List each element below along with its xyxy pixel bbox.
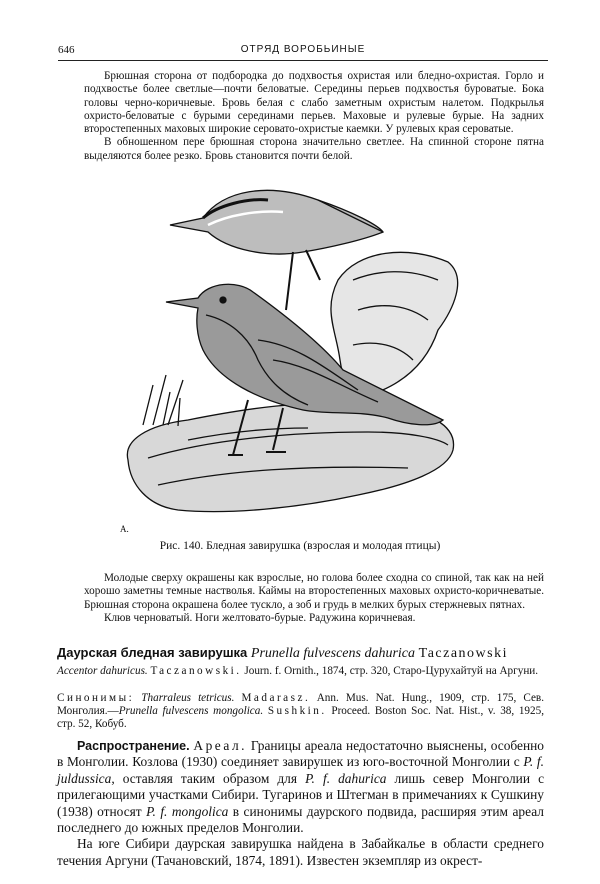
juvenile-description — [84, 572, 544, 625]
taxon-name: P. f. mongolica — [146, 803, 229, 819]
synonym-reference: Ann. Mus. Nat. Hung., 1909, стр. 175, Сев. Монголия.— — [57, 692, 545, 717]
bird-illustration — [108, 170, 493, 538]
paragraph: На юге Сибири даурская завирушка найдена в Забайкалье в области среднего течения Аргуни (Тачановский, 1874, 1891). Известен экземпляр из окрест- — [57, 836, 544, 868]
synonym-reference: Journ. f. Ornith., 1874, стр. 320, Старо-Цурухайтуй на Аргуни. — [244, 665, 539, 677]
birds-on-rock-drawing — [108, 170, 493, 538]
taxon-name: P. f. dahurica — [305, 770, 387, 786]
text-run: Границы ареала недостаточно выяснены, особенно в Монголии. Козлова (1930) соединяет завирушек из юго-восточной Монголии с — [57, 738, 544, 770]
synonyms-label: Синонимы: — [57, 692, 135, 704]
synonym-author: Madarasz. — [241, 692, 311, 704]
species-author: Taczanowski — [418, 646, 509, 661]
paragraph: Клюв черноватый. Ноги желтовато-бурые. Радужина коричневая. — [104, 611, 416, 624]
synonym-latin: Prunella fulvescens mongolica. — [118, 705, 264, 717]
running-header — [58, 44, 548, 60]
paragraph: Брюшная сторона от подбородка до подхвостья охристая или бледно-охристая. Горло и подхвостье более светлые—почти беловатые. Середины перьев подхвостья буроватые. Бока головы черно-коричневые. Бровь белая с слабо заметным охристым налетом. Подкрылья охристо-беловатые с бурыми серединами перьев. Маховые и рулевые бурые. На задних второстепенных маховых широкие серовато-охристые каемки. У рулевых края сероватые. — [84, 70, 544, 136]
synonym-author: Taczanowski. — [150, 665, 242, 677]
header-rule — [58, 60, 548, 61]
distribution-section — [57, 738, 544, 869]
areal-label: Ареал. — [193, 738, 247, 753]
original-description — [57, 665, 544, 678]
section-heading: Распространение. — [77, 739, 190, 753]
species-heading — [57, 645, 544, 662]
plumage-description — [84, 70, 544, 163]
species-russian-name: Даурская бледная завирушка — [57, 645, 248, 660]
text-run: лишь север Монголии с прилегающими участками Сибири. Тугаринов и Штегман в примечаниях к Сушкину (1938) относят — [57, 770, 545, 819]
synonym-latin: Accentor dahuricus. — [57, 665, 148, 677]
text-run: в синонимы даурского подвида, расширяя этим ареал последнего до южных пределов Монголии. — [57, 803, 544, 836]
species-latin-name: Prunella fulvescens dahurica — [250, 646, 415, 661]
synonym-reference: Proceed. Boston Soc. Nat. Hist., v. 38, 1925, стр. 52, Кобуб. — [57, 705, 545, 730]
synonyms-block — [57, 692, 544, 731]
paragraph: В обношенном пере брюшная сторона значительно светлее. На спинной стороне пятна выделяются более резко. Бровь становится почти белой. — [84, 136, 544, 162]
artist-mark: А. — [120, 524, 129, 534]
paragraph — [57, 738, 544, 836]
figure-caption: Рис. 140. Бледная завирушка (взрослая и молодая птицы) — [159, 540, 441, 552]
synonym-latin: Tharraleus tetricus. — [141, 692, 235, 704]
text-run: , оставляя таким образом для — [111, 770, 298, 786]
synonym-author: Sushkin. — [267, 705, 327, 717]
page-number: 646 — [58, 44, 75, 56]
taxon-name: P. f. juldussica — [57, 754, 544, 786]
paragraph: Молодые сверху окрашены как взрослые, но голова более сходна со спиной, так как на ней хорошо заметны темные настволья. Каймы на второстепенных маховых охристо-коричневатые. Брюшная сторона окрашена более тускло, а зоб и грудь в мелких бурых стержневых пятнах. — [84, 572, 544, 611]
running-title: ОТРЯД ВОРОБЬИНЫЕ — [240, 44, 366, 55]
